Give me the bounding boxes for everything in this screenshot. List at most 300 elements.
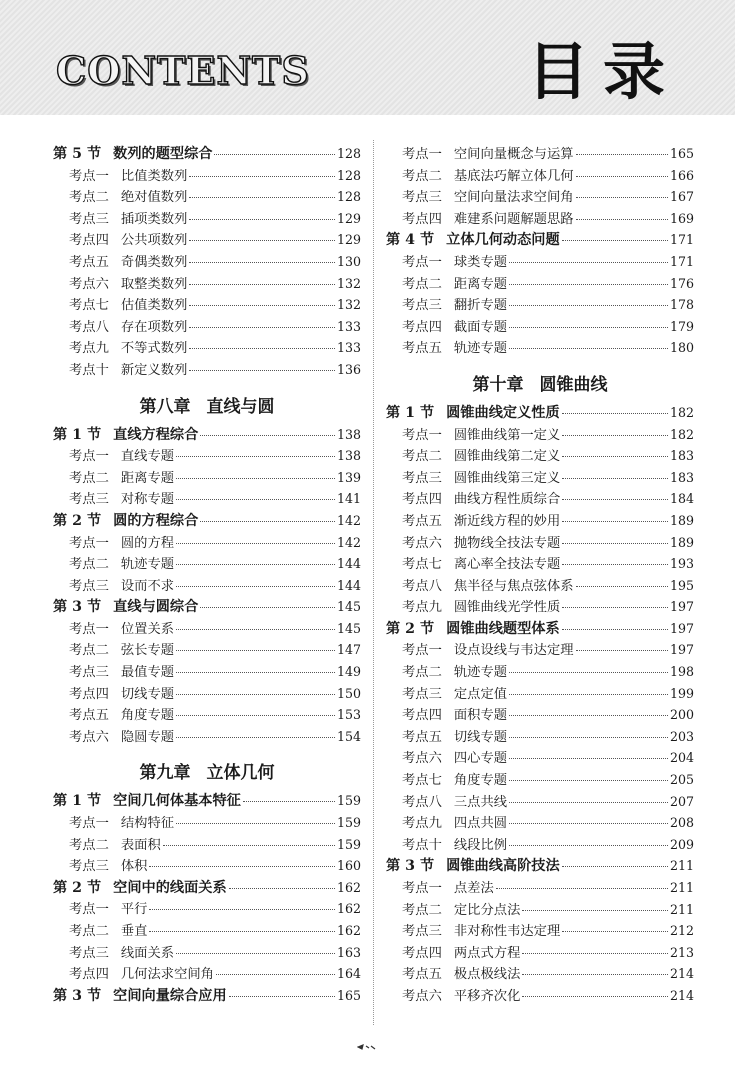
topic-title: 几何法求空间角 bbox=[120, 967, 214, 983]
chapter-heading bbox=[386, 359, 694, 402]
section-label: 第 2 节 bbox=[386, 620, 435, 637]
toc-topic-entry[interactable] bbox=[386, 424, 694, 446]
page-number: 145 bbox=[336, 599, 361, 615]
page-number: 182 bbox=[669, 404, 694, 420]
toc-section-entry[interactable] bbox=[53, 985, 361, 1007]
chapter-label: 第十章 bbox=[472, 374, 524, 395]
topic-label: 考点九 bbox=[402, 600, 442, 616]
topic-title: 不等式数列 bbox=[120, 341, 188, 357]
toc-topic-entry[interactable] bbox=[386, 273, 694, 295]
topic-title: 结构特征 bbox=[120, 816, 175, 832]
toc-topic-entry[interactable] bbox=[53, 575, 361, 597]
topic-label: 考点七 bbox=[69, 298, 109, 314]
topic-label: 考点一 bbox=[69, 902, 109, 918]
toc-topic-entry[interactable] bbox=[386, 488, 694, 510]
page-number: 133 bbox=[336, 318, 361, 334]
dot-leader bbox=[176, 737, 335, 738]
page-number: 183 bbox=[669, 469, 694, 485]
page-number: 211 bbox=[669, 901, 694, 917]
dot-leader bbox=[562, 413, 668, 414]
topic-title: 设而不求 bbox=[120, 578, 175, 594]
dot-leader bbox=[562, 629, 668, 630]
toc-topic-entry[interactable] bbox=[53, 294, 361, 316]
dot-leader bbox=[149, 931, 334, 932]
section-title: 圆锥曲线定义性质 bbox=[446, 404, 560, 421]
topic-title: 非对称性韦达定理 bbox=[453, 924, 561, 940]
dot-leader bbox=[509, 348, 668, 349]
toc-topic-entry[interactable] bbox=[386, 747, 694, 769]
topic-label: 考点五 bbox=[402, 341, 442, 357]
page-number: 200 bbox=[669, 707, 694, 723]
topic-label: 考点四 bbox=[402, 945, 442, 961]
toc-topic-entry[interactable] bbox=[386, 467, 694, 489]
topic-title: 圆锥曲线第二定义 bbox=[453, 449, 561, 465]
dot-leader bbox=[562, 478, 668, 479]
topic-title: 线面关系 bbox=[120, 945, 175, 961]
dot-leader bbox=[562, 499, 668, 500]
toc-topic-entry[interactable] bbox=[386, 445, 694, 467]
dot-leader bbox=[176, 694, 335, 695]
section-label: 第 3 节 bbox=[386, 858, 435, 875]
topic-label: 考点六 bbox=[69, 729, 109, 745]
page-number: 213 bbox=[669, 944, 694, 960]
toc-section-entry[interactable] bbox=[53, 510, 361, 532]
toc-topic-entry[interactable] bbox=[53, 208, 361, 230]
topic-label: 考点二 bbox=[69, 190, 109, 206]
dot-leader bbox=[176, 672, 335, 673]
chapter-title: 直线与圆 bbox=[206, 396, 275, 417]
topic-title: 两点式方程 bbox=[453, 945, 521, 961]
topic-title: 公共项数列 bbox=[120, 233, 188, 249]
toc-topic-entry[interactable] bbox=[386, 553, 694, 575]
dot-leader bbox=[562, 931, 668, 932]
toc-topic-entry[interactable] bbox=[53, 229, 361, 251]
section-label: 第 5 节 bbox=[53, 146, 102, 162]
toc-topic-entry[interactable] bbox=[386, 963, 694, 985]
page-number: 159 bbox=[336, 793, 361, 809]
topic-label: 考点二 bbox=[402, 276, 442, 292]
toc-left-column bbox=[53, 143, 361, 1006]
toc-topic-entry[interactable] bbox=[386, 920, 694, 942]
topic-label: 考点三 bbox=[69, 945, 109, 961]
page-number: 145 bbox=[336, 620, 361, 636]
dot-leader bbox=[509, 737, 668, 738]
page-number: 163 bbox=[336, 944, 361, 960]
dot-leader bbox=[200, 521, 335, 522]
topic-label: 考点四 bbox=[69, 233, 109, 249]
toc-topic-entry[interactable] bbox=[386, 834, 694, 856]
page-number: 162 bbox=[336, 923, 361, 938]
topic-label: 考点八 bbox=[402, 578, 442, 594]
topic-label: 考点一 bbox=[402, 254, 442, 270]
toc-topic-entry[interactable] bbox=[386, 208, 694, 230]
topic-title: 圆锥曲线第一定义 bbox=[453, 427, 561, 443]
dot-leader bbox=[496, 888, 668, 889]
page-number: 214 bbox=[669, 966, 694, 982]
toc-topic-entry[interactable] bbox=[53, 812, 361, 834]
page-number: 195 bbox=[669, 577, 694, 593]
dot-leader bbox=[149, 866, 334, 867]
dot-leader bbox=[176, 953, 335, 954]
toc-topic-entry[interactable] bbox=[386, 143, 694, 165]
dot-leader bbox=[216, 974, 335, 975]
toc-topic-entry[interactable] bbox=[53, 165, 361, 187]
toc-topic-entry[interactable] bbox=[53, 273, 361, 295]
page-number: 211 bbox=[669, 880, 694, 895]
toc-section-entry[interactable] bbox=[53, 877, 361, 899]
dot-leader bbox=[176, 499, 335, 500]
topic-title: 弦长专题 bbox=[120, 643, 175, 659]
toc-section-entry[interactable] bbox=[53, 143, 361, 165]
dot-leader bbox=[562, 240, 668, 241]
topic-title: 取整类数列 bbox=[120, 276, 188, 292]
dot-leader bbox=[576, 197, 668, 198]
toc-topic-entry[interactable] bbox=[53, 553, 361, 575]
section-label: 第 2 节 bbox=[53, 879, 102, 896]
section-label: 第 1 节 bbox=[53, 426, 102, 443]
topic-label: 考点一 bbox=[69, 816, 109, 832]
dot-leader bbox=[562, 521, 668, 522]
toc-right-column bbox=[386, 143, 694, 1007]
page-number: 165 bbox=[336, 987, 361, 1003]
section-label: 第 1 节 bbox=[386, 404, 435, 421]
topic-label: 考点一 bbox=[402, 643, 442, 659]
topic-title: 估值类数列 bbox=[120, 298, 188, 314]
topic-title: 奇偶类数列 bbox=[120, 254, 188, 270]
page-number: 147 bbox=[336, 642, 361, 658]
topic-label: 考点一 bbox=[69, 168, 109, 184]
topic-label: 考点四 bbox=[402, 319, 442, 335]
dot-leader bbox=[176, 650, 335, 651]
toc-topic-entry[interactable] bbox=[386, 510, 694, 532]
toc-topic-entry[interactable] bbox=[53, 186, 361, 208]
dot-leader bbox=[576, 176, 668, 177]
dot-leader bbox=[522, 910, 668, 911]
topic-title: 最值专题 bbox=[120, 665, 175, 681]
toc-topic-entry[interactable] bbox=[386, 661, 694, 683]
dot-leader bbox=[509, 694, 668, 695]
dot-leader bbox=[509, 327, 668, 328]
dot-leader bbox=[176, 629, 335, 630]
page-number: 129 bbox=[336, 232, 361, 248]
toc-topic-entry[interactable] bbox=[386, 942, 694, 964]
dot-leader bbox=[562, 866, 668, 867]
page-number: 189 bbox=[669, 534, 694, 550]
toc-topic-entry[interactable] bbox=[386, 769, 694, 791]
chapter-title: 立体几何 bbox=[206, 763, 275, 784]
dot-leader bbox=[509, 780, 668, 781]
page-number: 160 bbox=[336, 858, 361, 874]
toc-topic-entry[interactable] bbox=[53, 445, 361, 467]
toc-topic-entry[interactable] bbox=[386, 899, 694, 921]
page-number: 205 bbox=[669, 772, 694, 788]
toc-topic-entry[interactable] bbox=[386, 639, 694, 661]
toc-topic-entry[interactable] bbox=[53, 532, 361, 554]
topic-label: 考点二 bbox=[69, 470, 109, 486]
mulu-heading: 目录 bbox=[527, 35, 680, 108]
topic-label: 考点八 bbox=[402, 794, 442, 810]
topic-title: 切线专题 bbox=[453, 729, 508, 745]
topic-label: 考点六 bbox=[402, 988, 442, 1004]
topic-title: 设点设线与韦达定理 bbox=[453, 643, 574, 659]
toc-topic-entry[interactable] bbox=[53, 855, 361, 877]
page-number: 180 bbox=[669, 340, 694, 356]
chapter-heading bbox=[53, 381, 361, 424]
toc-topic-entry[interactable] bbox=[386, 316, 694, 338]
section-title: 圆锥曲线高阶技法 bbox=[446, 858, 560, 875]
chapter-heading bbox=[53, 747, 361, 790]
dot-leader bbox=[509, 823, 668, 824]
dot-leader bbox=[576, 219, 668, 220]
topic-label: 考点二 bbox=[69, 557, 109, 573]
toc-topic-entry[interactable] bbox=[53, 834, 361, 856]
topic-title: 表面积 bbox=[120, 837, 161, 853]
section-label: 第 4 节 bbox=[386, 232, 435, 249]
topic-label: 考点六 bbox=[402, 751, 442, 767]
toc-topic-entry[interactable] bbox=[53, 618, 361, 640]
page-number: 183 bbox=[669, 448, 694, 464]
toc-topic-entry[interactable] bbox=[386, 294, 694, 316]
topic-label: 考点七 bbox=[402, 557, 442, 573]
page-number: 193 bbox=[669, 556, 694, 572]
toc-topic-entry[interactable] bbox=[53, 488, 361, 510]
toc-section-entry[interactable] bbox=[53, 596, 361, 618]
topic-title: 三点共线 bbox=[453, 794, 508, 810]
page-number: 159 bbox=[336, 815, 361, 831]
page-number: 214 bbox=[669, 987, 694, 1003]
topic-title: 球类专题 bbox=[453, 254, 508, 270]
section-label: 第 1 节 bbox=[53, 793, 102, 810]
page-number: 197 bbox=[669, 599, 694, 615]
topic-title: 对称专题 bbox=[120, 492, 175, 508]
toc-topic-entry[interactable] bbox=[386, 704, 694, 726]
section-title: 直线方程综合 bbox=[113, 426, 199, 443]
topic-title: 线段比例 bbox=[453, 837, 508, 853]
toc-section-entry[interactable] bbox=[386, 855, 694, 877]
page-number: 162 bbox=[336, 879, 361, 895]
toc-topic-entry[interactable] bbox=[53, 942, 361, 964]
toc-topic-entry[interactable] bbox=[53, 359, 361, 381]
dot-leader bbox=[200, 435, 335, 436]
page-number: 154 bbox=[336, 728, 361, 744]
toc-topic-entry[interactable] bbox=[386, 596, 694, 618]
topic-title: 圆锥曲线第三定义 bbox=[453, 470, 561, 486]
topic-title: 焦半径与焦点弦体系 bbox=[453, 578, 574, 594]
topic-label: 考点九 bbox=[402, 816, 442, 832]
topic-label: 考点五 bbox=[402, 967, 442, 983]
page-number: 142 bbox=[336, 534, 361, 550]
toc-topic-entry[interactable] bbox=[53, 337, 361, 359]
topic-label: 考点三 bbox=[402, 924, 442, 940]
topic-title: 截面专题 bbox=[453, 319, 508, 335]
toc-section-entry[interactable] bbox=[53, 790, 361, 812]
section-label: 第 2 节 bbox=[53, 512, 102, 529]
topic-title: 四点共圆 bbox=[453, 816, 508, 832]
dot-leader bbox=[229, 996, 335, 997]
dot-leader bbox=[509, 758, 668, 759]
dot-leader bbox=[189, 240, 335, 241]
topic-label: 考点八 bbox=[69, 319, 109, 335]
topic-title: 位置关系 bbox=[120, 621, 175, 637]
dot-leader bbox=[522, 953, 668, 954]
dot-leader bbox=[562, 456, 668, 457]
dot-leader bbox=[509, 802, 668, 803]
toc-section-entry[interactable] bbox=[386, 229, 694, 251]
topic-label: 考点五 bbox=[69, 708, 109, 724]
dot-leader bbox=[562, 607, 668, 608]
toc-topic-entry[interactable] bbox=[386, 186, 694, 208]
toc-topic-entry[interactable] bbox=[386, 165, 694, 187]
toc-topic-entry[interactable] bbox=[386, 251, 694, 273]
page-number: 198 bbox=[669, 664, 694, 680]
page-number: 182 bbox=[669, 426, 694, 442]
topic-title: 曲线方程性质综合 bbox=[453, 492, 561, 508]
topic-label: 考点一 bbox=[69, 535, 109, 551]
topic-label: 考点六 bbox=[402, 535, 442, 551]
topic-label: 考点十 bbox=[402, 837, 442, 853]
topic-label: 考点一 bbox=[69, 449, 109, 465]
toc-topic-entry[interactable] bbox=[53, 683, 361, 705]
toc-topic-entry[interactable] bbox=[386, 683, 694, 705]
toc-topic-entry[interactable] bbox=[53, 963, 361, 985]
topic-title: 绝对值数列 bbox=[120, 190, 188, 206]
page-number: 149 bbox=[336, 664, 361, 680]
section-title: 直线与圆综合 bbox=[113, 599, 199, 616]
toc-topic-entry[interactable] bbox=[53, 661, 361, 683]
page-number: 171 bbox=[669, 253, 694, 269]
toc-section-entry[interactable] bbox=[386, 402, 694, 424]
toc-topic-entry[interactable] bbox=[386, 337, 694, 359]
section-title: 空间向量综合应用 bbox=[113, 987, 227, 1004]
dot-leader bbox=[576, 586, 668, 587]
dot-leader bbox=[189, 219, 335, 220]
topic-label: 考点六 bbox=[69, 276, 109, 292]
page-number: 128 bbox=[336, 167, 361, 183]
page-header bbox=[0, 0, 735, 115]
dot-leader bbox=[176, 456, 335, 457]
page-mark-icon bbox=[357, 1044, 377, 1050]
dot-leader bbox=[189, 327, 335, 328]
dot-leader bbox=[189, 348, 335, 349]
dot-leader bbox=[229, 888, 335, 889]
page-number: 179 bbox=[669, 318, 694, 334]
topic-title: 新定义数列 bbox=[120, 362, 188, 378]
page-number: 142 bbox=[336, 512, 361, 528]
toc-topic-entry[interactable] bbox=[386, 877, 694, 899]
page-number: 133 bbox=[336, 340, 361, 356]
dot-leader bbox=[200, 607, 335, 608]
dot-leader bbox=[176, 715, 335, 716]
topic-title: 平行 bbox=[120, 902, 148, 918]
page-number: 138 bbox=[336, 448, 361, 464]
toc-topic-entry[interactable] bbox=[53, 920, 361, 942]
topic-title: 距离专题 bbox=[120, 470, 175, 486]
toc-topic-entry[interactable] bbox=[386, 985, 694, 1007]
dot-leader bbox=[176, 564, 335, 565]
dot-leader bbox=[509, 672, 668, 673]
topic-label: 考点三 bbox=[69, 578, 109, 594]
toc-section-entry[interactable] bbox=[53, 424, 361, 446]
dot-leader bbox=[189, 176, 335, 177]
page-number: 144 bbox=[336, 556, 361, 572]
topic-title: 轨迹专题 bbox=[453, 665, 508, 681]
toc-topic-entry[interactable] bbox=[386, 532, 694, 554]
dot-leader bbox=[522, 996, 668, 997]
topic-title: 抛物线全技法专题 bbox=[453, 535, 561, 551]
topic-label: 考点一 bbox=[69, 621, 109, 637]
dot-leader bbox=[176, 543, 335, 544]
page-number: 144 bbox=[336, 577, 361, 593]
toc-topic-entry[interactable] bbox=[386, 812, 694, 834]
toc-topic-entry[interactable] bbox=[53, 639, 361, 661]
topic-label: 考点二 bbox=[402, 449, 442, 465]
page-number: 128 bbox=[336, 146, 361, 161]
dot-leader bbox=[562, 543, 668, 544]
dot-leader bbox=[509, 845, 668, 846]
toc-topic-entry[interactable] bbox=[53, 704, 361, 726]
topic-label: 考点二 bbox=[69, 643, 109, 659]
toc-topic-entry[interactable] bbox=[53, 251, 361, 273]
topic-label: 考点三 bbox=[402, 686, 442, 702]
topic-label: 考点十 bbox=[69, 362, 109, 378]
page-number: 150 bbox=[336, 685, 361, 701]
page-number: 128 bbox=[336, 189, 361, 205]
topic-label: 考点七 bbox=[402, 773, 442, 789]
toc-topic-entry[interactable] bbox=[53, 726, 361, 748]
dot-leader bbox=[176, 586, 335, 587]
topic-title: 距离专题 bbox=[453, 276, 508, 292]
page-number: 197 bbox=[669, 642, 694, 658]
section-title: 立体几何动态问题 bbox=[446, 232, 560, 249]
topic-label: 考点四 bbox=[402, 211, 442, 227]
topic-title: 翻折专题 bbox=[453, 298, 508, 314]
topic-title: 空间向量概念与运算 bbox=[453, 147, 574, 162]
toc-topic-entry[interactable] bbox=[386, 726, 694, 748]
topic-label: 考点一 bbox=[402, 427, 442, 443]
topic-title: 基底法巧解立体几何 bbox=[453, 168, 574, 184]
toc-topic-entry[interactable] bbox=[53, 467, 361, 489]
topic-title: 圆锥曲线光学性质 bbox=[453, 600, 561, 616]
toc-topic-entry[interactable] bbox=[53, 316, 361, 338]
dot-leader bbox=[189, 370, 335, 371]
dot-leader bbox=[509, 262, 668, 263]
toc-topic-entry[interactable] bbox=[386, 791, 694, 813]
toc-topic-entry[interactable] bbox=[53, 898, 361, 920]
toc-section-entry[interactable] bbox=[386, 618, 694, 640]
topic-label: 考点二 bbox=[402, 902, 442, 918]
topic-label: 考点四 bbox=[69, 686, 109, 702]
page-number: 136 bbox=[336, 361, 361, 377]
page-number: 211 bbox=[669, 858, 694, 874]
topic-title: 切线专题 bbox=[120, 686, 175, 702]
topic-label: 考点二 bbox=[69, 924, 109, 939]
topic-label: 考点九 bbox=[69, 341, 109, 357]
topic-title: 定比分点法 bbox=[453, 902, 521, 918]
dot-leader bbox=[176, 478, 335, 479]
page-number: 184 bbox=[669, 491, 694, 507]
topic-title: 垂直 bbox=[120, 924, 148, 939]
page-number: 178 bbox=[669, 297, 694, 313]
topic-title: 体积 bbox=[120, 859, 148, 875]
dot-leader bbox=[522, 974, 668, 975]
page-number: 165 bbox=[669, 146, 694, 161]
dot-leader bbox=[189, 284, 335, 285]
topic-label: 考点三 bbox=[69, 665, 109, 681]
topic-title: 比值类数列 bbox=[120, 168, 188, 184]
topic-title: 四心专题 bbox=[453, 751, 508, 767]
topic-label: 考点三 bbox=[402, 470, 442, 486]
toc-topic-entry[interactable] bbox=[386, 575, 694, 597]
